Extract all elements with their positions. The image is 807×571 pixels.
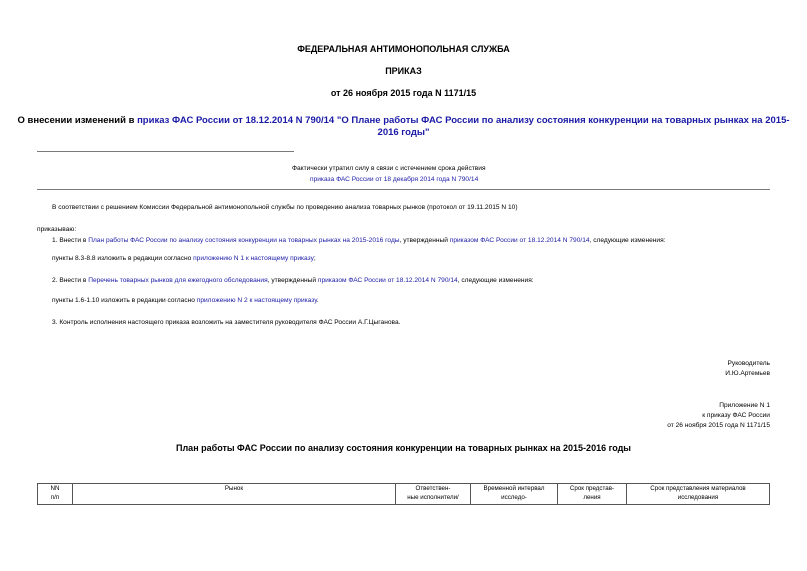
item-2-text-c: , следующие изменения: <box>457 277 534 284</box>
item-3: 3. Контроль исполнения настоящего приказа возложить на заместителя руководителя ФАС России А.Г.Цыганова. <box>52 319 401 326</box>
appendix-line-1: Приложение N 1 <box>719 402 770 409</box>
signature-position: Руководитель <box>727 360 770 367</box>
item-1 <box>52 236 666 245</box>
item-1-text-b: , утвержденный <box>399 237 450 244</box>
agency-name: ФЕДЕРАЛЬНАЯ АНТИМОНОПОЛЬНАЯ СЛУЖБА <box>297 44 510 54</box>
item-2-sub-text-b: . <box>316 297 319 304</box>
title-link[interactable]: приказ ФАС России от 18.12.2014 N 790/14 "О Плане работы ФАС России по анализу состояния конкуренции на товарных рынках на 2015- <box>137 115 790 126</box>
item-1-text-c: , следующие изменения: <box>589 237 666 244</box>
intro-paragraph: В соответствии с решением Комиссии Федеральной антимонопольной службы по проведению анализа товарных рынков (протокол от 19.11.2015 N 10) <box>52 204 518 211</box>
item-1-plan-link[interactable]: План работы ФАС России по анализу состояния конкуренции на товарных рынках на 2015-2016 годы <box>88 237 400 244</box>
item-2-text-a: 2. Внести в <box>52 277 89 284</box>
divider-short <box>37 151 294 152</box>
item-1-order-link[interactable]: приказом ФАС России от 18.12.2014 N 790/14 <box>449 237 590 244</box>
table-header-row <box>38 484 770 505</box>
title-link-line2[interactable]: 2016 годы" <box>377 127 430 138</box>
col-header-market: Рынок <box>73 484 396 505</box>
item-2-sub-text-a: пункты 1.6-1.10 изложить в редакции согласно <box>52 297 197 304</box>
col-header-responsible: Ответствен- ные исполнители/ <box>396 484 471 505</box>
col-header-deadline: Срок представ- ления <box>558 484 627 505</box>
item-2 <box>52 276 534 285</box>
item-2-sub <box>52 296 319 305</box>
item-1-sub <box>52 254 316 263</box>
item-1-sub-text-b: ; <box>313 255 316 262</box>
col-header-number: NN п/п <box>38 484 73 505</box>
col-header-interval: Временной интервал исследо- <box>471 484 558 505</box>
col-header-materials-deadline: Срок представления материалов исследования <box>627 484 770 505</box>
validity-note: Фактически утратил силу в связи с истечением срока действия <box>292 165 486 172</box>
item-1-sub-text-a: пункты 8.3-8.8 изложить в редакции согласно <box>52 255 194 262</box>
validity-note-link[interactable]: приказа ФАС России от 18 декабря 2014 года N 790/14 <box>310 176 479 183</box>
title-prefix: О внесении изменений в <box>17 115 138 126</box>
item-2-text-b: , утвержденный <box>267 277 318 284</box>
item-1-sub-link[interactable]: приложению N 1 к настоящему приказу <box>193 255 314 262</box>
doc-date-number: от 26 ноября 2015 года N 1171/15 <box>330 88 477 98</box>
item-2-sub-link[interactable]: приложению N 2 к настоящему приказу <box>196 297 317 304</box>
orders-word: приказываю: <box>37 226 77 233</box>
signature-name: И.Ю.Артемьев <box>725 370 770 377</box>
appendix-line-2: к приказу ФАС России <box>702 412 770 419</box>
item-2-order-link[interactable]: приказом ФАС России от 18.12.2014 N 790/14 <box>317 277 458 284</box>
appendix-title: План работы ФАС России по анализу состояния конкуренции на товарных рынках на 2015-2016 годы <box>176 443 631 453</box>
document-title <box>0 115 807 139</box>
item-1-text-a: 1. Внести в <box>52 237 89 244</box>
plan-table <box>37 483 770 505</box>
divider-full <box>37 189 770 190</box>
appendix-line-3: от 26 ноября 2015 года N 1171/15 <box>667 422 770 429</box>
item-2-list-link[interactable]: Перечень товарных рынков для ежегодного обследования <box>88 277 268 284</box>
doc-type: ПРИКАЗ <box>385 66 422 76</box>
